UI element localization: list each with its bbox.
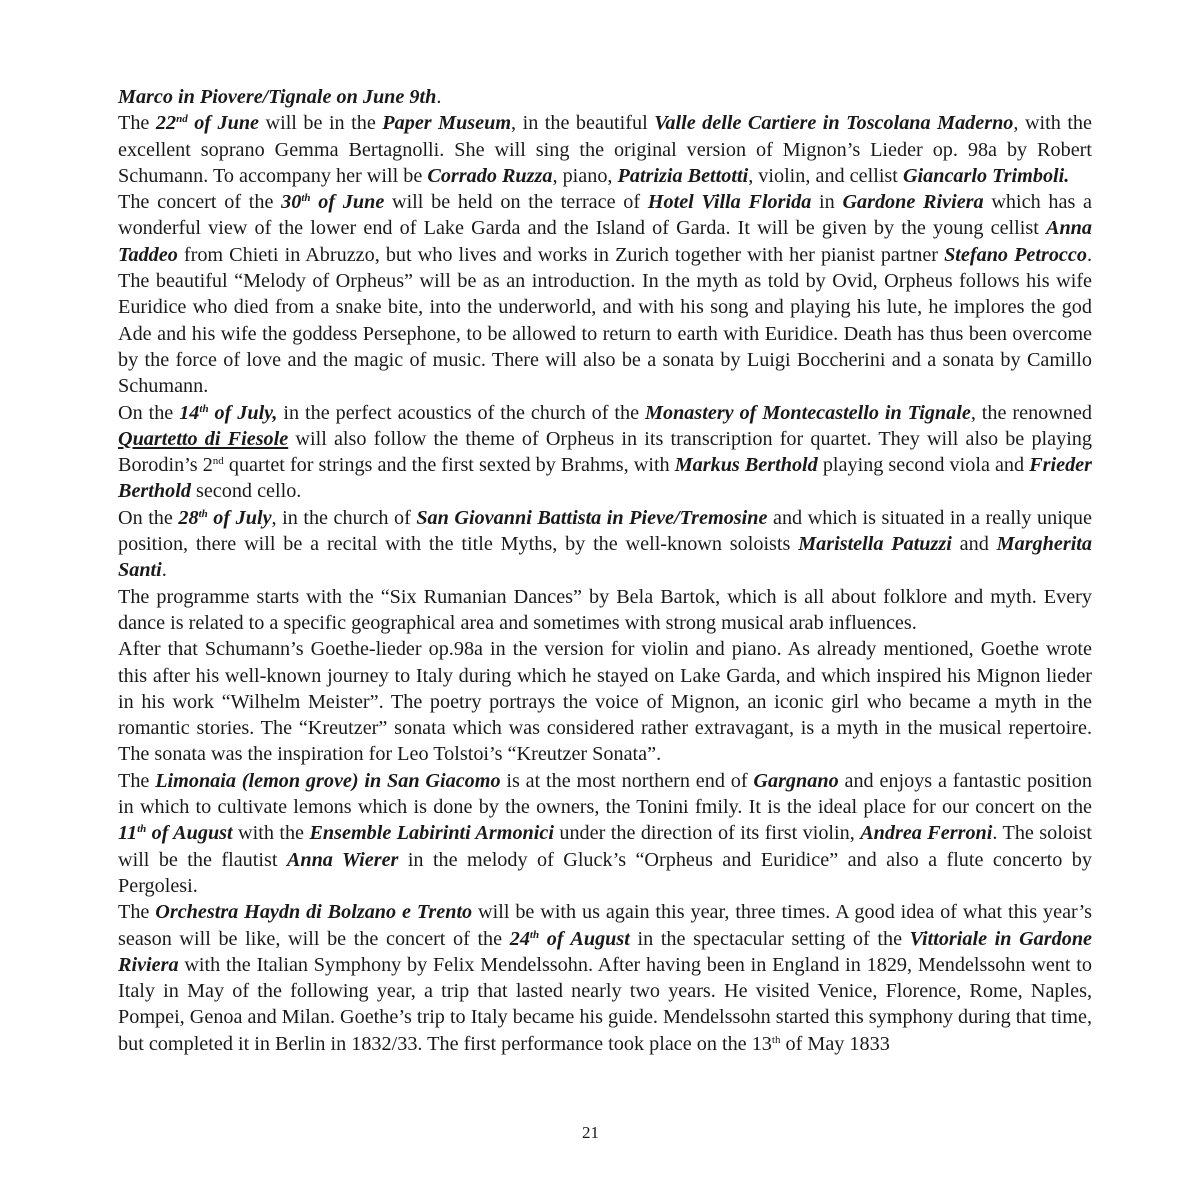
emphasized-name: Giancarlo Trimboli. (902, 164, 1070, 187)
emphasized-name: Limonaia (lemon grove) in San Giacomo (155, 769, 501, 792)
body-text: The programme starts with the “Six Rumanian Dances” by Bela Bartok, which is all about folklore and myth. Every dance is related to a specific geographical area and sometimes with strong musical arab influences. (118, 585, 1092, 634)
body-text: with the Italian Symphony by Felix Mendelssohn. After having been in England in 1829, Mendelssohn went to Italy in May of the following year, a trip that lasted nearly two years. He visited Venice, Florence, Rome, Naples, Pompei, Genoa and Milan. Goethe’s trip to Italy became his guide. Mendelssohn started this symphony during that time, but completed it in Berlin in 1832/33. The first performance took place on the 13 (118, 953, 1092, 1055)
body-text: and (951, 533, 997, 556)
body-text: On the (118, 506, 179, 529)
body-text: of May 1833 (780, 1032, 890, 1055)
paragraph-paper-museum (118, 110, 1092, 189)
paragraph-villa-florida (118, 189, 1092, 399)
emphasized-name: Vittoriale in Gardone Riviera (118, 927, 1093, 976)
body-text: , in the beautiful (511, 112, 655, 135)
emphasized-name: of August (146, 822, 233, 845)
body-text: in the melody of Gluck’s “Orpheus and Euridice” and also a flute concerto by Pergolesi. (118, 848, 1092, 897)
paragraph-intro-tail (118, 84, 1092, 110)
ordinal-suffix: th (529, 928, 540, 941)
emphasized-name: 28 (178, 506, 199, 529)
emphasized-name: 24 (509, 927, 530, 950)
body-text: , violin, and cellist (748, 164, 903, 187)
body-text: , with the excellent soprano Gemma Bertagnolli. She will sing the original version of Mignon’s Lieder op. 98a by Robert Schumann. To accompany her will be (118, 112, 1092, 187)
emphasized-name: Patrizia Bettotti (617, 164, 749, 187)
body-text: The (118, 901, 156, 924)
emphasized-name: Maristella Patuzzi (798, 533, 952, 556)
body-text: which has a wonderful view of the lower end of Lake Garda and the Island of Garda. It will be given by the young cellist (118, 191, 1092, 240)
paragraph-limonaia (118, 768, 1092, 899)
ordinal-suffix: th (137, 823, 147, 836)
emphasized-name: Stefano Petrocco (944, 243, 1087, 266)
body-text: under the direction of its first violin, (553, 822, 861, 845)
paragraph-orchestra-haydn (118, 899, 1092, 1057)
paragraph-montecastello (118, 400, 1092, 505)
body-text: On the (118, 401, 180, 424)
body-text: with the (232, 822, 310, 845)
emphasized-name: Hotel Villa Florida (647, 191, 812, 214)
body-text: and which is situated in a really unique position, there will be a recital with the title Myths, by the well-known soloists (118, 506, 1092, 556)
emphasized-name: Quartetto di Fiesole (118, 427, 289, 450)
body-text: from Chieti in Abruzzo, but who lives and works in Zurich together with her pianist partner (177, 243, 945, 266)
emphasized-name: Andrea Ferroni (860, 822, 993, 845)
body-text: is at the most northern end of (500, 769, 754, 792)
emphasized-name: of July (207, 506, 272, 529)
body-text: . The beautiful “Melody of Orpheus” will be as an introduction. In the myth as told by Ovid, Orpheus follows his wife Euridice who died from a snake bite, into the underworld, and with his song and playing his lute, he implores the god Ade and his wife the goddess Persephone, to be allowed to return to earth with Euridice. Death has thus been overcome by the force of love and the magic of music. There will also be a sonata by Luigi Boccherini and a sonata by Camillo Schumann. (118, 243, 1092, 398)
body-text: . (436, 86, 442, 108)
emphasized-name: of August (539, 927, 630, 950)
body-text: , the renowned (970, 401, 1092, 424)
body-text: The concert of the (118, 191, 282, 214)
body-text: The (118, 769, 156, 792)
body-text: . The soloist will be the flautist (118, 822, 1093, 871)
body-text: . (161, 559, 167, 582)
body-text: will be held on the terrace of (384, 191, 648, 214)
paragraph-pieve-tremosine (118, 505, 1092, 584)
ordinal-suffix: nd (176, 113, 188, 126)
body-text: will be with us again this year, three times. A good idea of what this year’s season will be like, will be the concert of the (118, 901, 1092, 950)
emphasized-name: of July, (208, 401, 278, 424)
emphasized-name: of June (187, 112, 260, 135)
emphasized-name: Paper Museum (382, 112, 512, 135)
emphasized-name: Anna Taddeo (118, 217, 1092, 266)
ordinal-suffix: th (771, 1033, 781, 1046)
ordinal-suffix: th (199, 402, 209, 415)
body-text: in the perfect acoustics of the church of the (277, 401, 646, 424)
emphasized-name: Frieder Berthold (118, 454, 1092, 503)
body-text: , in the church of (271, 506, 417, 529)
body-text: and enjoys a fantastic position in which to cultivate lemons which is done by the owners, the Tonini fmily. It is the ideal place for our concert on the (118, 769, 1092, 819)
document-body (118, 84, 1092, 1057)
emphasized-name: Valle delle Cartiere in Toscolana Maderno (654, 112, 1014, 135)
emphasized-name: Marco in Piovere/Tignale on June 9th (118, 86, 437, 108)
ordinal-suffix: th (301, 192, 311, 205)
body-text: in the spectacular setting of the (629, 927, 910, 950)
emphasized-name: 11 (118, 822, 138, 845)
emphasized-name: 14 (179, 401, 200, 424)
emphasized-name: San Giovanni Battista in Pieve/Tremosine (416, 506, 768, 529)
body-text: will be in the (259, 112, 383, 135)
emphasized-name: Margherita Santi (118, 533, 1093, 582)
paragraph-bartok (118, 584, 1092, 637)
emphasized-name: Corrado Ruzza (427, 164, 553, 187)
emphasized-name: Ensemble Labirinti Armonici (309, 822, 554, 845)
body-text: The (118, 112, 156, 135)
paragraph-goethe-lieder (118, 636, 1092, 767)
emphasized-name: 30 (281, 191, 302, 214)
ordinal-suffix: nd (212, 455, 224, 468)
body-text: second cello. (190, 480, 302, 503)
emphasized-name: Markus Berthold (674, 454, 818, 477)
body-text: will also follow the theme of Orpheus in its transcription for quartet. They will also be playing Borodin’s 2 (118, 427, 1092, 477)
ordinal-suffix: th (198, 507, 208, 520)
emphasized-name: Anna Wierer (286, 848, 399, 871)
body-text: , piano, (552, 164, 618, 187)
emphasized-name: Gardone Riviera (842, 191, 984, 214)
body-text: in (811, 191, 843, 214)
page-number: 21 (582, 1123, 599, 1142)
body-text: quartet for strings and the first sexted by Brahms, with (223, 454, 675, 477)
emphasized-name: 22 (155, 112, 177, 135)
body-text: After that Schumann’s Goethe-lieder op.98a in the version for violin and piano. As already mentioned, Goethe wrote this after his well-known journey to Italy during which he stayed on Lake Garda, and which inspired his Mignon lieder in his work “Wilhelm Meister”. The poetry portrays the voice of Mignon, an iconic girl who became a myth in the romantic stories. The “Kreutzer” sonata which was considered rather extravagant, is a myth in the musical repertoire. The sonata was the inspiration for Leo Tolstoi’s “Kreutzer Sonata”. (118, 638, 1092, 766)
emphasized-name: Orchestra Haydn di Bolzano e Trento (155, 901, 473, 924)
emphasized-name: of June (310, 191, 385, 214)
emphasized-name: Monastery of Montecastello in Tignale (645, 401, 971, 424)
body-text: playing second viola and (817, 454, 1030, 477)
emphasized-name: Gargnano (753, 769, 839, 792)
